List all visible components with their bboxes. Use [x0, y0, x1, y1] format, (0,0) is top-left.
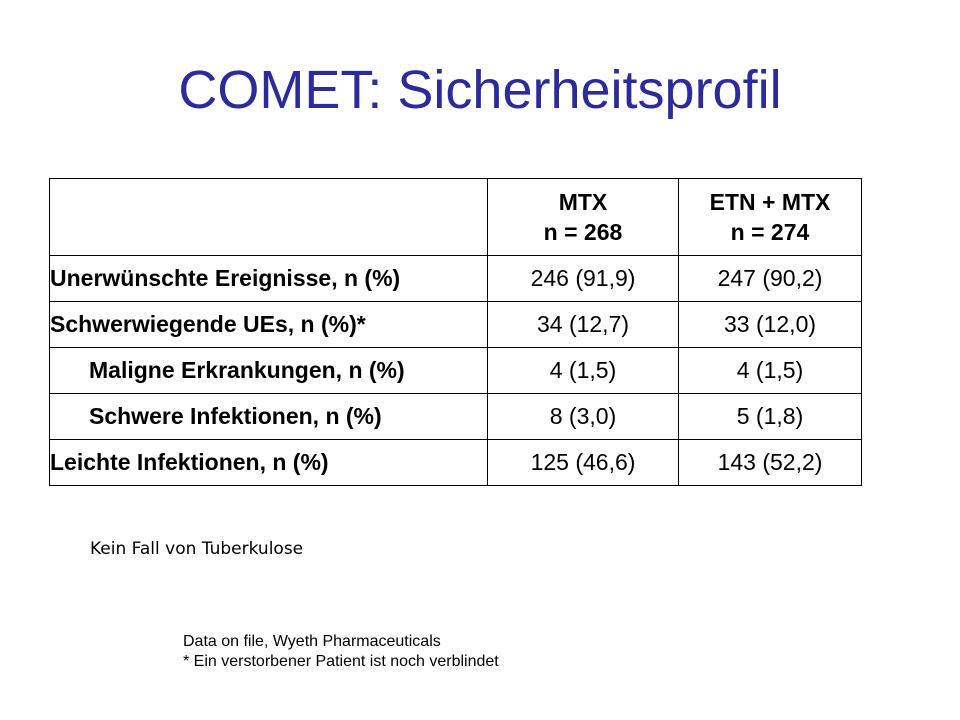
table-header-row — [50, 179, 862, 256]
value-etn-mtx: 143 (52,2) — [679, 440, 862, 486]
row-label: Maligne Erkrankungen, n (%) — [50, 348, 488, 394]
table-row — [50, 394, 862, 440]
row-label: Schwerwiegende UEs, n (%)* — [50, 302, 488, 348]
row-label: Schwere Infektionen, n (%) — [50, 394, 488, 440]
header-etn-mtx-n: n = 274 — [730, 219, 810, 245]
slide-title: COMET: Sicherheitsprofil — [178, 60, 782, 120]
row-label: Unerwünschte Ereignisse, n (%) — [50, 256, 488, 302]
table-row — [50, 348, 862, 394]
header-empty-cell — [50, 179, 488, 256]
footnote-blinded-patient: * Ein verstorbener Patient ist noch verblindet — [183, 653, 499, 670]
value-mtx: 8 (3,0) — [488, 394, 679, 440]
value-mtx: 4 (1,5) — [488, 348, 679, 394]
footnotes — [183, 632, 499, 672]
value-mtx: 125 (46,6) — [488, 440, 679, 486]
header-mtx-name: MTX — [558, 189, 608, 215]
table-row — [50, 440, 862, 486]
tuberculosis-note: Kein Fall von Tuberkulose — [90, 539, 304, 559]
header-mtx-n: n = 268 — [543, 219, 623, 245]
value-etn-mtx: 4 (1,5) — [679, 348, 862, 394]
header-etn-mtx — [679, 179, 862, 256]
table-row — [50, 302, 862, 348]
header-etn-mtx-name: ETN + MTX — [709, 189, 831, 215]
value-mtx: 34 (12,7) — [488, 302, 679, 348]
header-mtx — [488, 179, 679, 256]
value-etn-mtx: 5 (1,8) — [679, 394, 862, 440]
value-etn-mtx: 33 (12,0) — [679, 302, 862, 348]
row-label: Leichte Infektionen, n (%) — [50, 440, 488, 486]
safety-profile-table — [49, 178, 862, 486]
footnote-source: Data on file, Wyeth Pharmaceuticals — [183, 633, 441, 650]
table-row — [50, 256, 862, 302]
value-etn-mtx: 247 (90,2) — [679, 256, 862, 302]
value-mtx: 246 (91,9) — [488, 256, 679, 302]
